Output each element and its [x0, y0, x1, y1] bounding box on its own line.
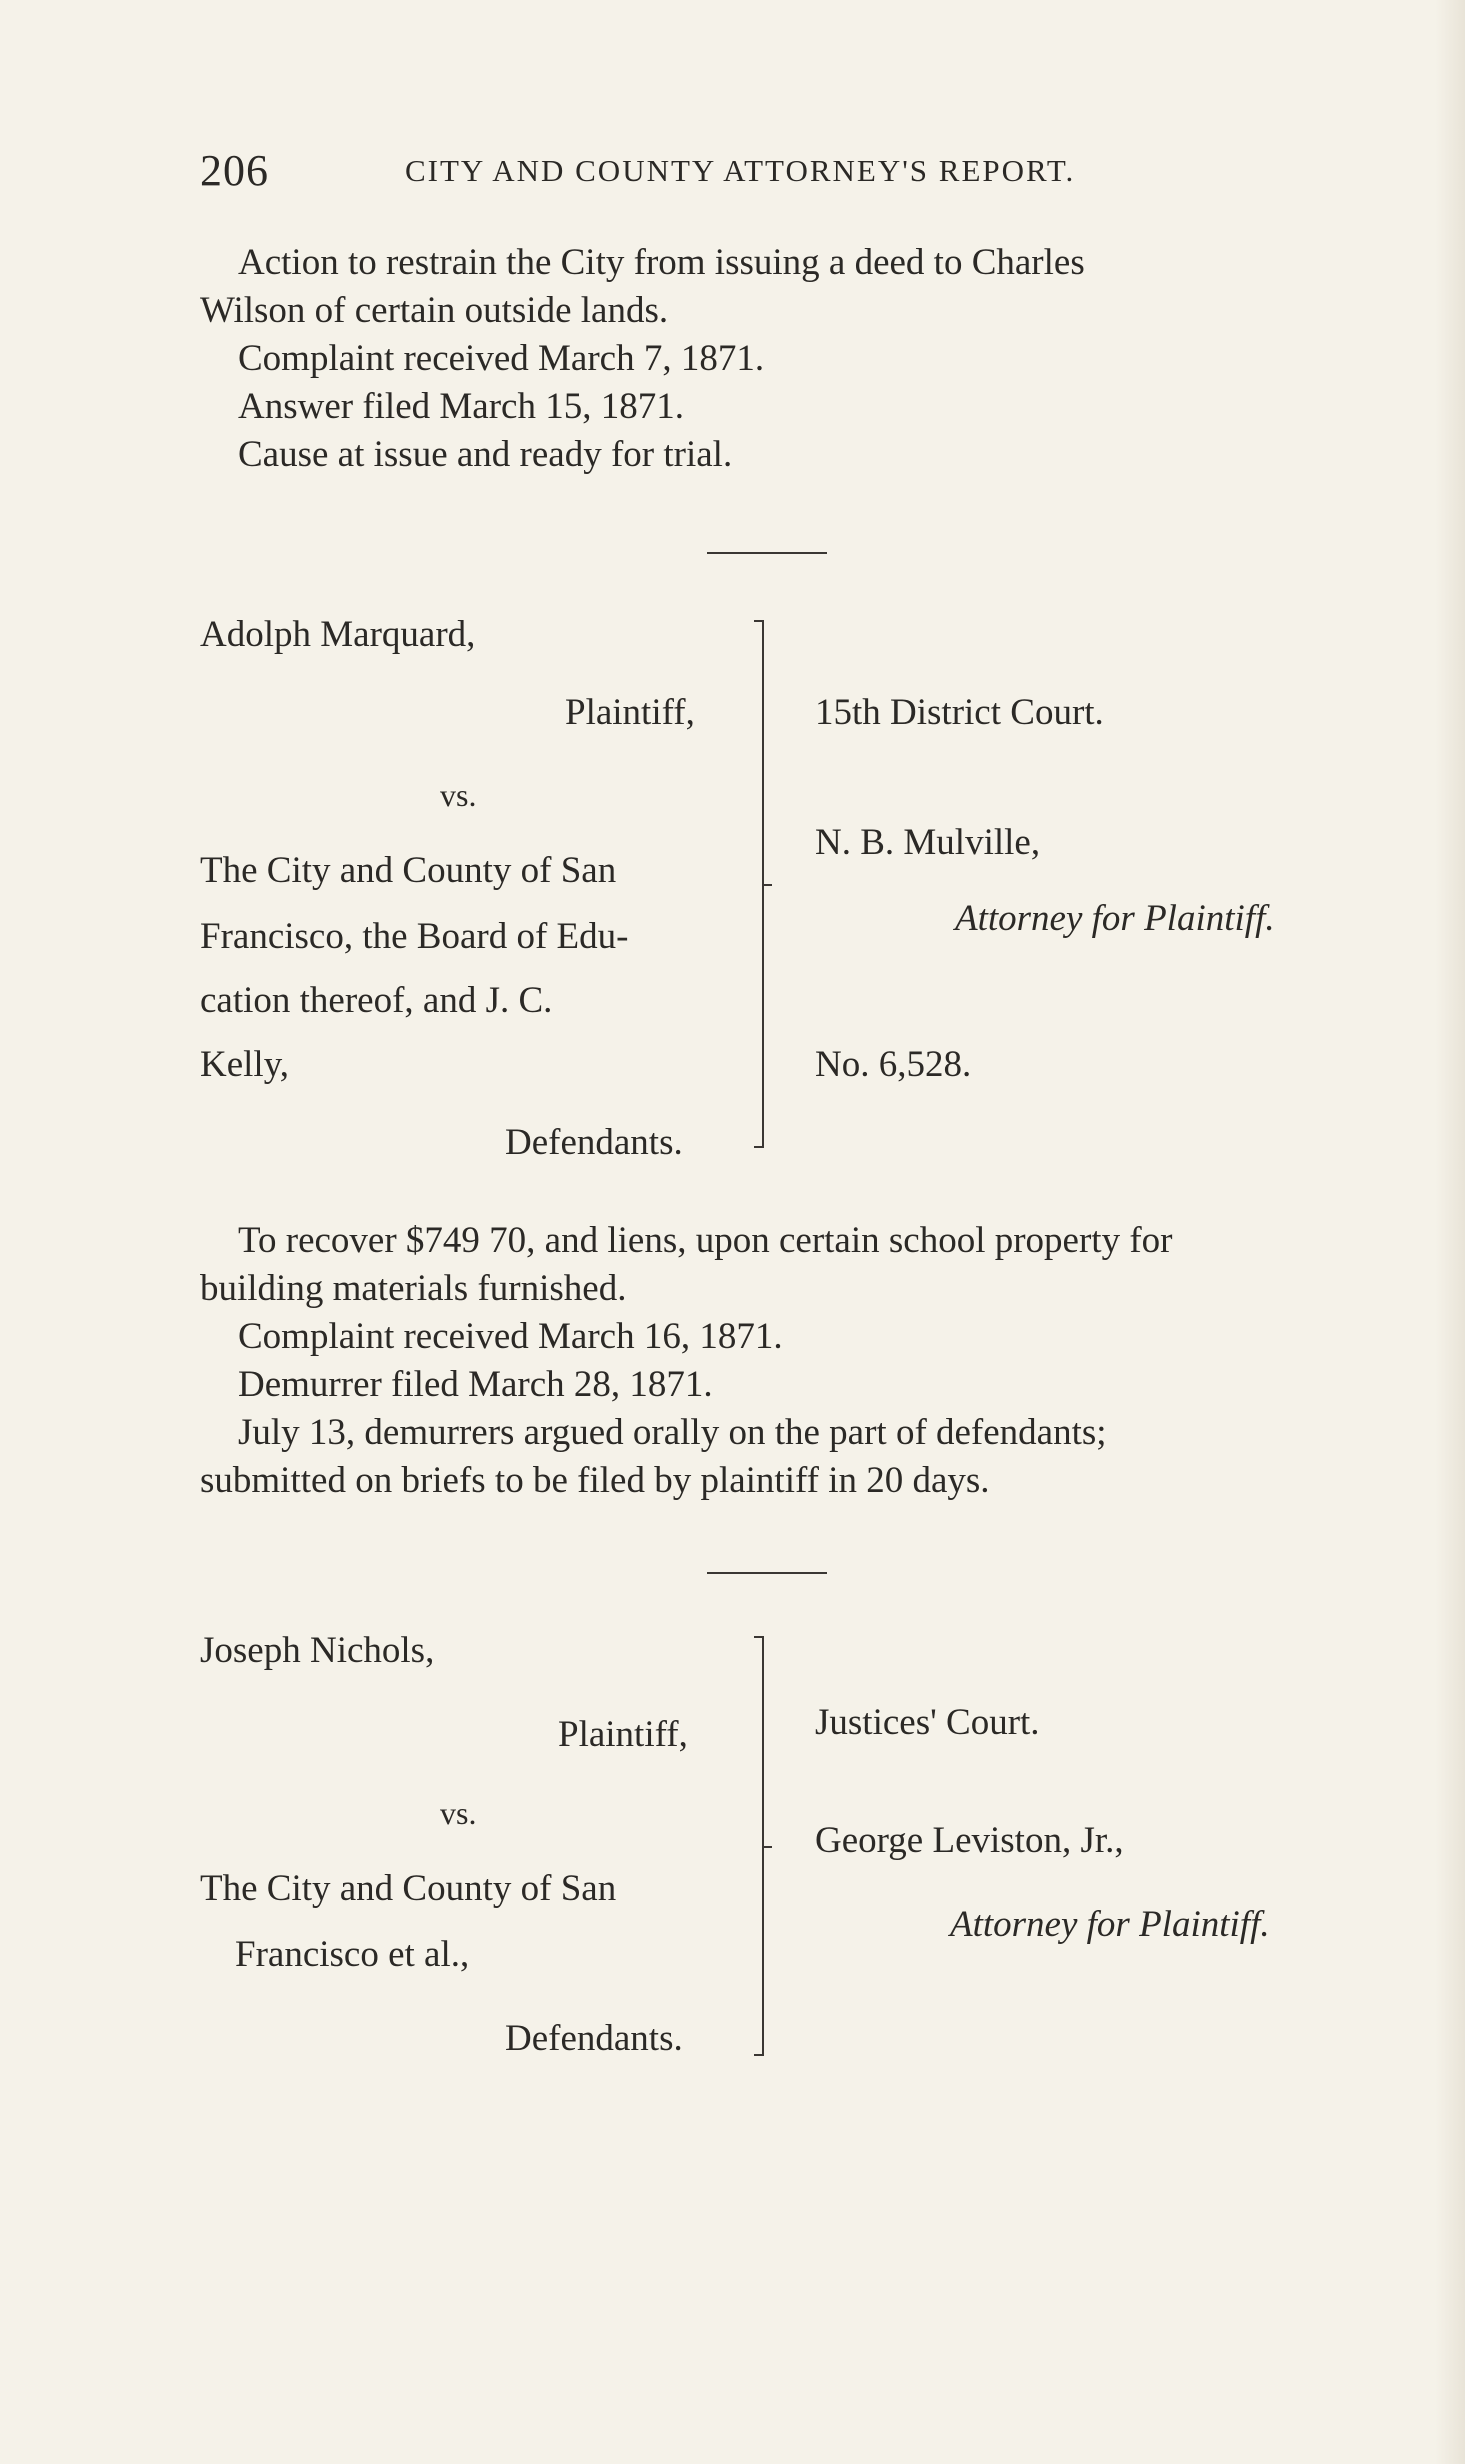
brace-tick: [762, 1846, 772, 1848]
plaintiff-name: Adolph Marquard,: [200, 614, 476, 655]
defendant-line: cation thereof, and J. C.: [200, 980, 553, 1021]
brace-tick: [754, 1636, 764, 1638]
brace-tick: [754, 1146, 764, 1148]
defendant-line: The City and County of San: [200, 1868, 617, 1909]
plaintiff-role: Plaintiff,: [565, 692, 695, 733]
page-number: 206: [200, 146, 269, 195]
attorney-name: N. B. Mulville,: [815, 822, 1041, 863]
running-title: CITY AND COUNTY ATTORNEY'S REPORT.: [405, 153, 1076, 188]
case-0-line: Complaint received March 7, 1871.: [238, 338, 765, 379]
case-0-line: Cause at issue and ready for trial.: [238, 434, 733, 475]
page-edge-shadow: [1435, 0, 1465, 2464]
court-name: Justices' Court.: [815, 1702, 1040, 1743]
brace-tick: [754, 620, 764, 622]
case-1-line: submitted on briefs to be filed by plaintiff in 20 days.: [200, 1460, 990, 1501]
defendant-role: Defendants.: [505, 1122, 683, 1163]
defendant-line: Kelly,: [200, 1044, 290, 1085]
versus-label: vs.: [440, 1795, 477, 1831]
section-divider: [707, 552, 827, 554]
defendant-line: Francisco, the Board of Edu-: [200, 916, 629, 957]
case-number: No. 6,528.: [815, 1044, 972, 1085]
case-1-line: building materials furnished.: [200, 1268, 627, 1309]
defendant-line: The City and County of San: [200, 850, 617, 891]
case-0-line: Answer filed March 15, 1871.: [238, 386, 684, 427]
case-1-line: To recover $749 70, and liens, upon certain school property for: [238, 1220, 1173, 1261]
page-header: [200, 145, 1350, 195]
defendant-role: Defendants.: [505, 2018, 683, 2059]
attorney-name: George Leviston, Jr.,: [815, 1820, 1124, 1861]
section-divider: [707, 1572, 827, 1574]
case-1-line: Complaint received March 16, 1871.: [238, 1316, 783, 1357]
attorney-role: Attorney for Plaintiff.: [950, 1904, 1270, 1945]
brace-tick: [754, 2054, 764, 2056]
plaintiff-name: Joseph Nichols,: [200, 1630, 435, 1671]
case-1-line: July 13, demurrers argued orally on the part of defendants;: [238, 1412, 1107, 1453]
attorney-role: Attorney for Plaintiff.: [955, 898, 1275, 939]
plaintiff-role: Plaintiff,: [558, 1714, 688, 1755]
court-name: 15th District Court.: [815, 692, 1104, 733]
case-0-line: Action to restrain the City from issuing a deed to Charles: [238, 242, 1085, 283]
case-1-line: Demurrer filed March 28, 1871.: [238, 1364, 713, 1405]
versus-label: vs.: [440, 777, 477, 813]
case-0-line: Wilson of certain outside lands.: [200, 290, 669, 331]
brace-tick: [762, 884, 772, 886]
defendant-line: Francisco et al.,: [235, 1934, 470, 1975]
